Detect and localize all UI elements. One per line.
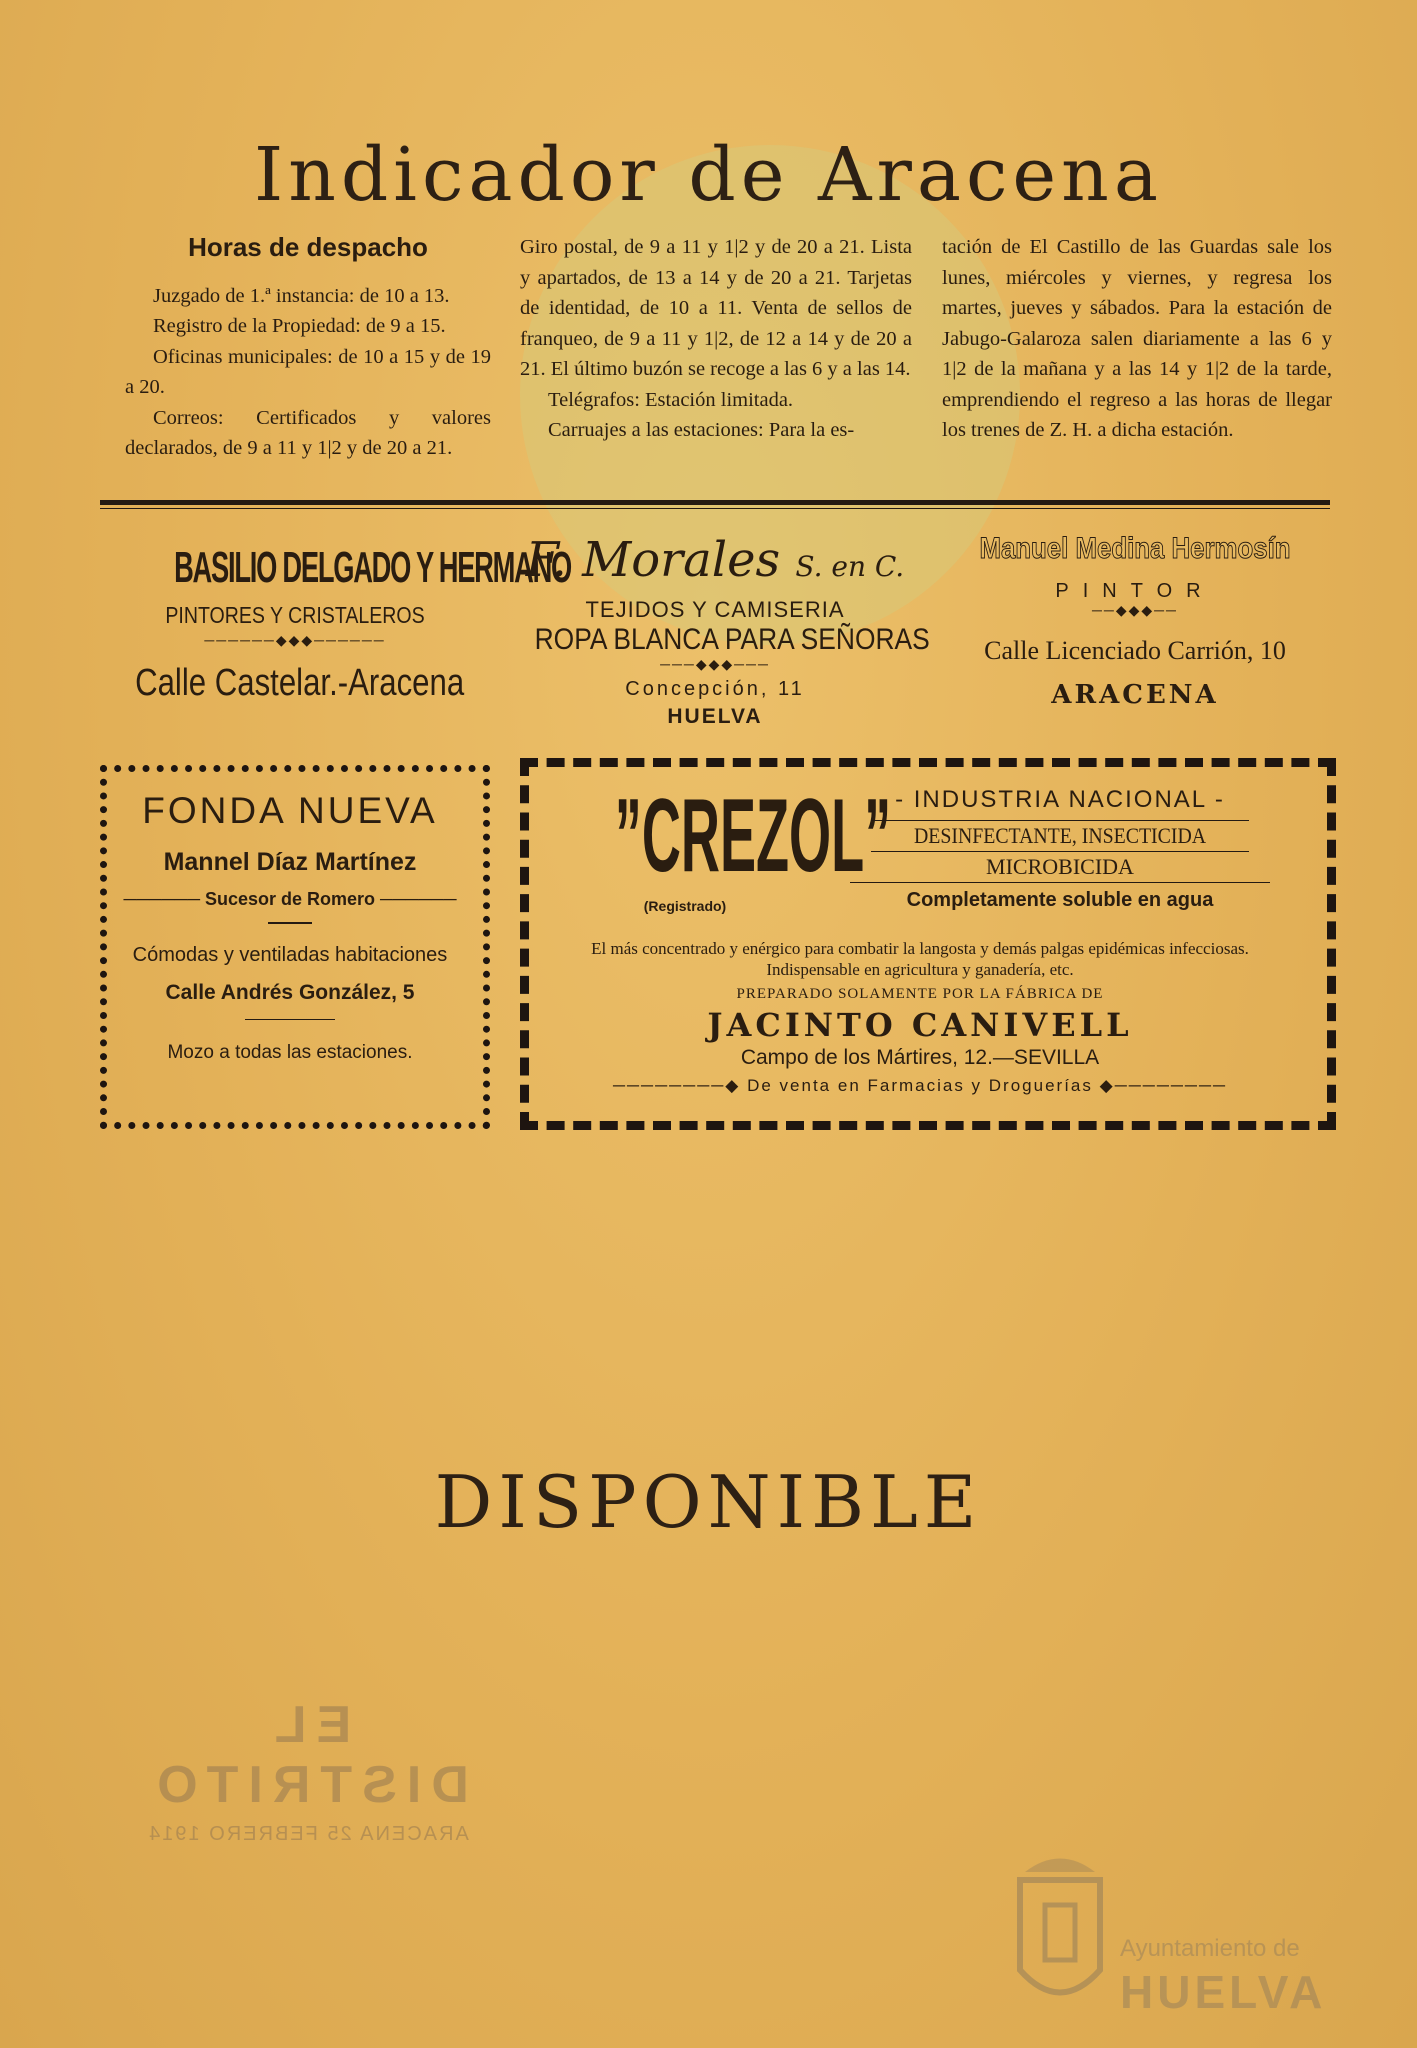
watermark-line: Ayuntamiento de bbox=[1120, 1935, 1300, 1962]
schedule-item: Correos: Certificados y valores declarados, de 9 a 11 y 1|2 y de 20 a 21. bbox=[125, 406, 491, 459]
schedule-column-3 bbox=[942, 232, 1332, 446]
schedule-item: tación de El Castillo de las Guardas sale los lunes, miércoles y viernes, y regresa los martes, jueves y sábados. Para la estación de Jabugo-Galaroza salen diariamente a las 6 y 1|2 de la mañana y a las 14 y 1|2 de la tarde, emprendiendo el regreso a las horas de llegar los trenes de Z. H. a dicha estación. bbox=[942, 236, 1332, 441]
ad-f-morales bbox=[510, 530, 930, 729]
crezol-registered: (Registrado) bbox=[643, 898, 727, 914]
ad-fonda-nueva bbox=[112, 790, 468, 1064]
ad-business-name: Manuel Medina Hermosín bbox=[979, 532, 1291, 565]
ad-address: Concepción, 11 bbox=[625, 678, 805, 700]
crezol-sale-text: De venta en Farmacias y Droguerías bbox=[747, 1076, 1093, 1095]
ad-rooms: Cómodas y ventiladas habitaciones bbox=[132, 944, 448, 966]
ad-address: Calle Licenciado Carrión, 10 bbox=[984, 636, 1286, 665]
crezol-type: MICROBICIDA bbox=[850, 852, 1270, 883]
crezol-type: DESINFECTANTE, INSECTICIDA bbox=[871, 820, 1249, 852]
divider bbox=[100, 508, 1330, 509]
schedule-item: Carruajes a las estaciones: Para la es- bbox=[548, 419, 855, 441]
ad-owner: Mannel Díaz Martínez bbox=[163, 848, 417, 876]
faded-stamp bbox=[128, 1695, 488, 1846]
ad-line: TEJIDOS Y CAMISERIA bbox=[585, 597, 845, 622]
huelva-watermark bbox=[1005, 1840, 1345, 2020]
crezol-prepared: PREPARADO SOLAMENTE POR LA FÁBRICA DE bbox=[736, 986, 1104, 1002]
ad-business-name: FONDA NUEVA bbox=[142, 790, 438, 831]
ad-crezol bbox=[540, 780, 1300, 1100]
schedule-item: Telégrafos: Estación limitada. bbox=[548, 388, 794, 411]
rule-left: ────────◆ bbox=[612, 1076, 748, 1095]
divider bbox=[100, 500, 1330, 505]
crest-icon bbox=[1005, 1840, 1115, 2020]
schedule-column-1 bbox=[125, 232, 491, 464]
ad-business-name: BASILIO DELGADO Y HERMANO bbox=[174, 543, 572, 592]
ad-trade: PINTORES Y CRISTALEROS bbox=[165, 602, 425, 628]
rule-right: ◆──────── bbox=[1092, 1076, 1228, 1095]
ad-line: ROPA BLANCA PARA SEÑORAS bbox=[534, 623, 930, 656]
ad-basilio-delgado bbox=[100, 540, 572, 705]
stamp-line: EL DISTRITO bbox=[147, 1696, 469, 1814]
ad-trade: PINTOR bbox=[1055, 580, 1215, 602]
crezol-sale bbox=[550, 1076, 1290, 1096]
ad-city: HUELVA bbox=[667, 705, 763, 728]
crezol-maker: JACINTO CANIVELL bbox=[707, 1006, 1133, 1044]
crezol-claims bbox=[840, 786, 1280, 912]
ad-city: ARACENA bbox=[1051, 680, 1219, 710]
crezol-description: El más concentrado y enérgico para combatir la langosta y demás palgas epidémicas infecciosas. Indispensable en agricultura y ganadería, etc. bbox=[591, 939, 1249, 979]
ad-manuel-medina bbox=[935, 532, 1335, 710]
watermark-line: HUELVA bbox=[1120, 1966, 1327, 2018]
crezol-address: Campo de los Mártires, 12.—SEVILLA bbox=[740, 1046, 1100, 1069]
crezol-brand-block bbox=[550, 778, 892, 914]
ad-business-name-text: F. Morales bbox=[525, 532, 781, 588]
short-rule bbox=[245, 1019, 335, 1020]
ornament-divider: ──◆◆◆── bbox=[1092, 604, 1178, 619]
ad-address: Calle Castelar.-Aracena bbox=[135, 662, 465, 704]
stamp-line: ARACENA 25 FEBRERO 1914 bbox=[147, 1823, 469, 1845]
crezol-industry: - INDUSTRIA NACIONAL - bbox=[895, 786, 1225, 813]
schedule-item: Oficinas municipales: de 10 a 15 y de 19 a 20. bbox=[125, 345, 491, 398]
schedule-column-2 bbox=[520, 232, 912, 446]
ornament-divider: ──────◆◆◆────── bbox=[204, 634, 386, 649]
ad-business-name bbox=[510, 530, 920, 597]
schedule-item: Registro de la Propiedad: de 9 a 15. bbox=[153, 315, 446, 337]
rule-left: ────── bbox=[123, 889, 205, 909]
ad-service: Mozo a todas las estaciones. bbox=[167, 1042, 413, 1063]
available-label: DISPONIBLE bbox=[434, 1460, 983, 1544]
rule-right: ────── bbox=[375, 889, 457, 909]
schedule-item: Juzgado de 1.ª instancia: de 10 a 13. bbox=[153, 284, 450, 307]
ad-business-suffix: S. en C. bbox=[795, 550, 905, 583]
schedule-heading: Horas de despacho bbox=[188, 232, 428, 262]
crezol-brand: ”CREZOL” bbox=[614, 778, 892, 894]
short-rule bbox=[268, 922, 312, 924]
ad-address: Calle Andrés González, 5 bbox=[165, 981, 415, 1004]
ad-successor bbox=[112, 889, 468, 910]
crezol-soluble: Completamente soluble en agua bbox=[906, 889, 1214, 911]
schedule-item: Giro postal, de 9 a 11 y 1|2 y de 20 a 21. Lista y apartados, de 13 a 14 y de 20 a 21. Tarjetas de identidad, de 10 a 11. Venta de sellos de franqueo, de 9 a 11 y 1|2, de 12 a 14 y de 20 a 21. El último buzón se recoge a las 6 y a las 14. bbox=[520, 236, 912, 380]
ad-successor-text: Sucesor de Romero bbox=[204, 889, 376, 909]
ornament-divider: ───◆◆◆─── bbox=[660, 658, 770, 673]
page-title: Indicador de Aracena bbox=[254, 132, 1163, 218]
